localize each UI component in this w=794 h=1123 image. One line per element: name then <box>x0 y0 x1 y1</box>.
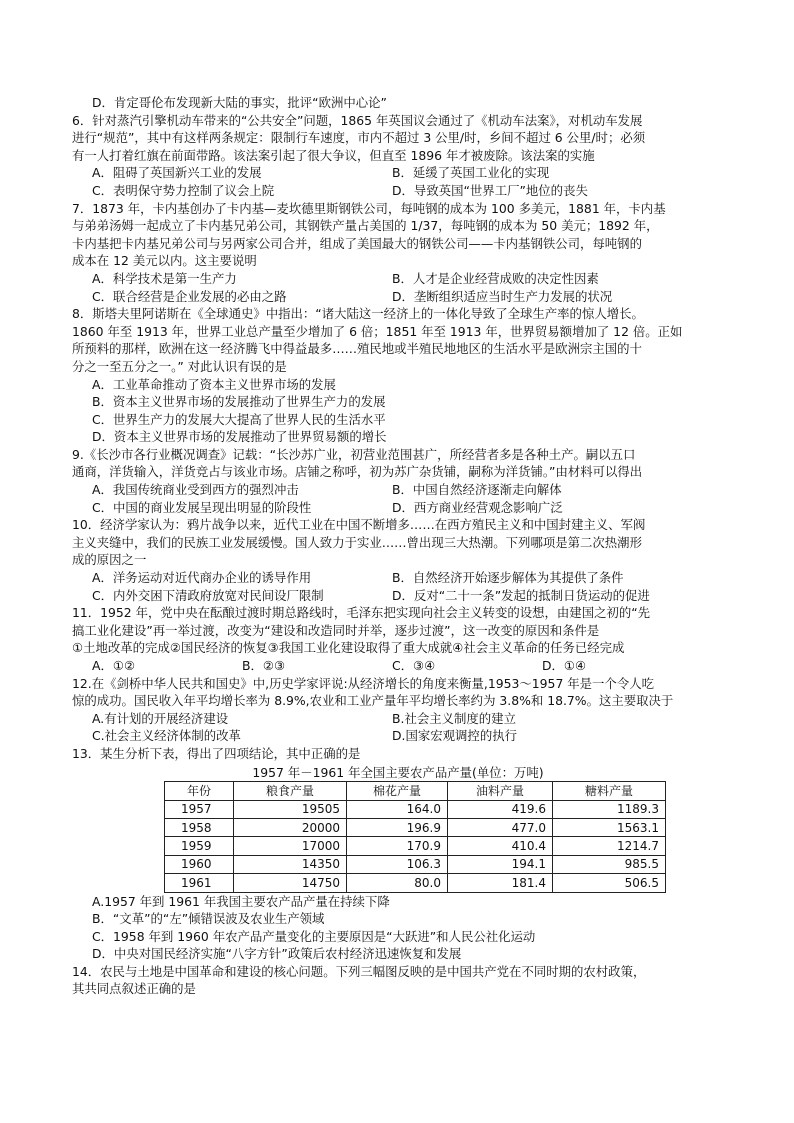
question-13 <box>72 745 724 963</box>
table-cell: 1189.3 <box>553 800 666 818</box>
options-row <box>72 164 724 182</box>
question-stem-line: 成本在 12 美元以内。这主要说明 <box>72 253 257 269</box>
question-stem-line: 13．某生分析下表，得出了四项结论，其中正确的是 <box>72 745 361 761</box>
table-cell: 106.3 <box>347 855 448 873</box>
question-stem-line: 7．1873 年，卡内基创办了卡内基—麦坎德里斯钢铁公司，每吨钢的成本为 100 多美元，1881 年，卡内基 <box>72 200 666 216</box>
table-cell: 80.0 <box>347 874 448 892</box>
question-14 <box>72 963 724 998</box>
table-cell: 506.5 <box>553 874 666 892</box>
table-cell: 20000 <box>234 818 347 836</box>
question-stem-line: 9.《长沙市各行业概况调查》记载：“长沙苏广业，初营业范围甚广，所经营者多是各种土产。嗣以五口 <box>72 446 636 462</box>
options-row <box>72 710 724 728</box>
options-row <box>72 270 724 288</box>
options-row <box>72 657 724 675</box>
question-10 <box>72 516 724 604</box>
question-stem-line: 成的原因之一 <box>72 552 147 568</box>
column-header: 糖料产量 <box>553 782 666 800</box>
option-d: D．西方商业经营观念影响广泛 <box>392 499 563 515</box>
table-cell: 164.0 <box>347 800 448 818</box>
option-c: C．世界生产力的发展大大提高了世界人民的生活水平 <box>92 411 386 427</box>
question-stem-line: ①土地改革的完成②国民经济的恢复③我国工业化建设取得了重大成就④社会主义革命的任务已经完成 <box>72 640 625 656</box>
table-cell: 1957 <box>165 800 234 818</box>
table-cell: 477.0 <box>448 818 553 836</box>
option-d: D．垄断组织适应当时生产力发展的状况 <box>392 288 613 304</box>
question-7 <box>72 200 724 306</box>
option-a: A．①② <box>92 658 136 673</box>
options-row <box>72 182 724 200</box>
option-a: A．洋务运动对近代商办企业的诱导作用 <box>92 570 312 586</box>
question-stem-line: 进行“规范”，其中有这样两条规定：限制行车速度，市内不超过 3 公里/时，乡间不超过 6 公里/时；必须 <box>72 130 646 146</box>
question-stem-line: 6．针对蒸汽引擎机动车带来的“公共安全”问题，1865 年英国议会通过了《机动车法案》，对机动车发展 <box>72 112 643 128</box>
question-stem-line: 搞工业化建设”再一举过渡，改变为“建设和改造同时并举，逐步过渡”，这一改变的原因和条件是 <box>72 622 600 638</box>
table-cell: 419.6 <box>448 800 553 818</box>
option-a: A．阻碍了英国新兴工业的发展 <box>92 165 262 181</box>
table-cell: 19505 <box>234 800 347 818</box>
options-row <box>72 481 724 499</box>
question-stem-line: 12.在《剑桥中华人民共和国史》中,历史学家评说:从经济增长的角度来衡量,1953～1957 年是一个令人吃 <box>72 675 654 691</box>
option-a: A．科学技术是第一生产力 <box>92 270 237 286</box>
option-c: C．③④ <box>392 658 436 673</box>
question-stem-line: 通商，洋货输入，洋货竞占与该业市场。店铺之称呼，初为苏广杂货铺，嗣称为洋货铺。”由材料可以得出 <box>72 464 643 480</box>
table-cell: 194.1 <box>448 855 553 873</box>
question-stem-line: 卡内基把卡内基兄弟公司与另两家公司合并，组成了美国最大的钢铁公司——卡内基钢铁公司，每吨钢的 <box>72 235 642 251</box>
option-b: B．资本主义世界市场的发展推动了世界生产力的发展 <box>92 394 386 410</box>
table-cell: 17000 <box>234 837 347 855</box>
options-row <box>72 569 724 587</box>
question-stem-line: 分之一至五分之一。” 对此认识有误的是 <box>72 358 287 374</box>
table-cell: 1960 <box>165 855 234 873</box>
table-cell: 1958 <box>165 818 234 836</box>
question-stem-line: 所预料的那样，欧洲在这一经济腾飞中得益最多……殖民地或半殖民地地区的生活水平是欧洲宗主国的十 <box>72 341 642 357</box>
option-b: B．②③ <box>242 658 286 673</box>
option-a: A．我国传统商业受到西方的强烈冲击 <box>92 482 299 498</box>
option-d: D．①④ <box>542 658 587 673</box>
table-caption: 1957 年－1961 年全国主要农产品产量(单位：万吨) <box>252 764 544 780</box>
question-stem-line: 10．经济学家认为：鸦片战争以来，近代工业在中国不断增多……在西方殖民主义和中国封建主义、军阀 <box>72 517 646 533</box>
option-d: D．中央对国民经济实施“八字方针”政策后农村经济迅速恢复和发展 <box>92 946 462 962</box>
question-stem-line: 8．斯塔夫里阿诺斯在《全球通史》中指出：“诸大陆这一经济上的一体化导致了全球生产率的惊人增长。 <box>72 306 644 322</box>
option-c: C．1958 年到 1960 年农产品产量变化的主要原因是“大跃进”和人民公社化运动 <box>92 928 536 944</box>
option-d: D．反对“二十一条”发起的抵制日货运动的促进 <box>392 587 650 603</box>
column-header: 油料产量 <box>448 782 553 800</box>
table-cell: 410.4 <box>448 837 553 855</box>
question-stem-line: 11．1952 年，党中央在酝酿过渡时期总路线时，毛泽东把实现向社会主义转变的设想，由建国之初的“先 <box>72 605 651 621</box>
column-header: 年份 <box>165 782 234 800</box>
option-d: D.国家宏观调控的执行 <box>392 728 517 744</box>
question-6 <box>72 112 724 200</box>
table-cell: 170.9 <box>347 837 448 855</box>
exam-page <box>72 94 724 998</box>
question-12 <box>72 675 724 745</box>
column-header: 粮食产量 <box>234 782 347 800</box>
question-stem-line: 1860 年至 1913 年，世界工业总产量至少增加了 6 倍；1851 年至 1913 年，世界贸易额增加了 12 倍。正如 <box>72 323 683 339</box>
option-c: C．联合经营是企业发展的必由之路 <box>92 288 287 304</box>
option-a: A.1957 年到 1961 年我国主要农产品产量在持续下降 <box>92 893 390 909</box>
question-stem-line: 其共同点叙述正确的是 <box>72 981 196 997</box>
table-cell: 1563.1 <box>553 818 666 836</box>
table-cell: 181.4 <box>448 874 553 892</box>
question-11 <box>72 604 724 674</box>
option-b: B．“文革”的“左”倾错误波及农业生产领域 <box>92 911 325 927</box>
table-cell: 985.5 <box>553 855 666 873</box>
question-stem-line: 与弟弟汤姆一起成立了卡内基兄弟公司，其钢铁产量占美国的 1/37，每吨钢的成本为 50 美元；1892 年， <box>72 218 659 234</box>
option-c: C．中国的商业发展呈现出明显的阶段性 <box>92 499 312 515</box>
option-d: D．导致英国“世界工厂”地位的丧失 <box>392 182 588 198</box>
table-row <box>165 800 666 818</box>
option-d: D．资本主义世界市场的发展推动了世界贸易额的增长 <box>92 429 387 445</box>
option-b: B.社会主义制度的建立 <box>392 710 516 726</box>
table-cell: 14750 <box>234 874 347 892</box>
option-b: B．自然经济开始逐步解体为其提供了条件 <box>392 570 624 586</box>
option-b: B．人才是企业经营成败的决定性因素 <box>392 270 599 286</box>
production-table <box>164 781 666 892</box>
question-stem-line: 有一人打着红旗在前面带路。该法案引起了很大争议，但直至 1896 年才被废除。该法案的实施 <box>72 147 595 163</box>
table-cell: 14350 <box>234 855 347 873</box>
table-cell: 1961 <box>165 874 234 892</box>
question-stem-line: 主义夹缝中，我们的民族工业发展缓慢。国人致力于实业……曾出现三大热潮。下列哪项是第二次热潮形 <box>72 534 642 550</box>
question-stem-line: 惊的成功。国民收入年平均增长率为 8.9%,农业和工业产量年平均增长率约为 3.8%和 18.7%。这主要取决于 <box>72 693 674 709</box>
question-stem-line: 14．农民与土地是中国革命和建设的核心问题。下列三幅图反映的是中国共产党在不同时期的农村政策， <box>72 963 646 979</box>
option-c: C.社会主义经济体制的改革 <box>92 728 241 744</box>
table-row <box>165 855 666 873</box>
table-cell: 196.9 <box>347 818 448 836</box>
question-9 <box>72 446 724 516</box>
table-row <box>165 837 666 855</box>
option-c: C．表明保守势力控制了议会上院 <box>92 182 275 198</box>
table-cell: 1959 <box>165 837 234 855</box>
options-row <box>72 288 724 306</box>
table-header-row <box>165 782 666 800</box>
column-header: 棉花产量 <box>347 782 448 800</box>
options-row <box>72 727 724 745</box>
table-cell: 1214.7 <box>553 837 666 855</box>
question-8 <box>72 305 724 446</box>
table-row <box>165 818 666 836</box>
option-c: C．内外交困下清政府放宽对民间设厂限制 <box>92 587 324 603</box>
option-b: B．延缓了英国工业化的实现 <box>392 165 550 181</box>
options-row <box>72 587 724 605</box>
option-b: B．中国自然经济逐渐走向解体 <box>392 482 562 498</box>
options-row <box>72 499 724 517</box>
option-a: A．工业革命推动了资本主义世界市场的发展 <box>92 376 336 392</box>
q5-option-d: D．肯定哥伦布发现新大陆的事实，批评“欧洲中心论” <box>92 95 387 110</box>
option-a: A.有计划的开展经济建设 <box>92 710 229 726</box>
table-row <box>165 874 666 892</box>
